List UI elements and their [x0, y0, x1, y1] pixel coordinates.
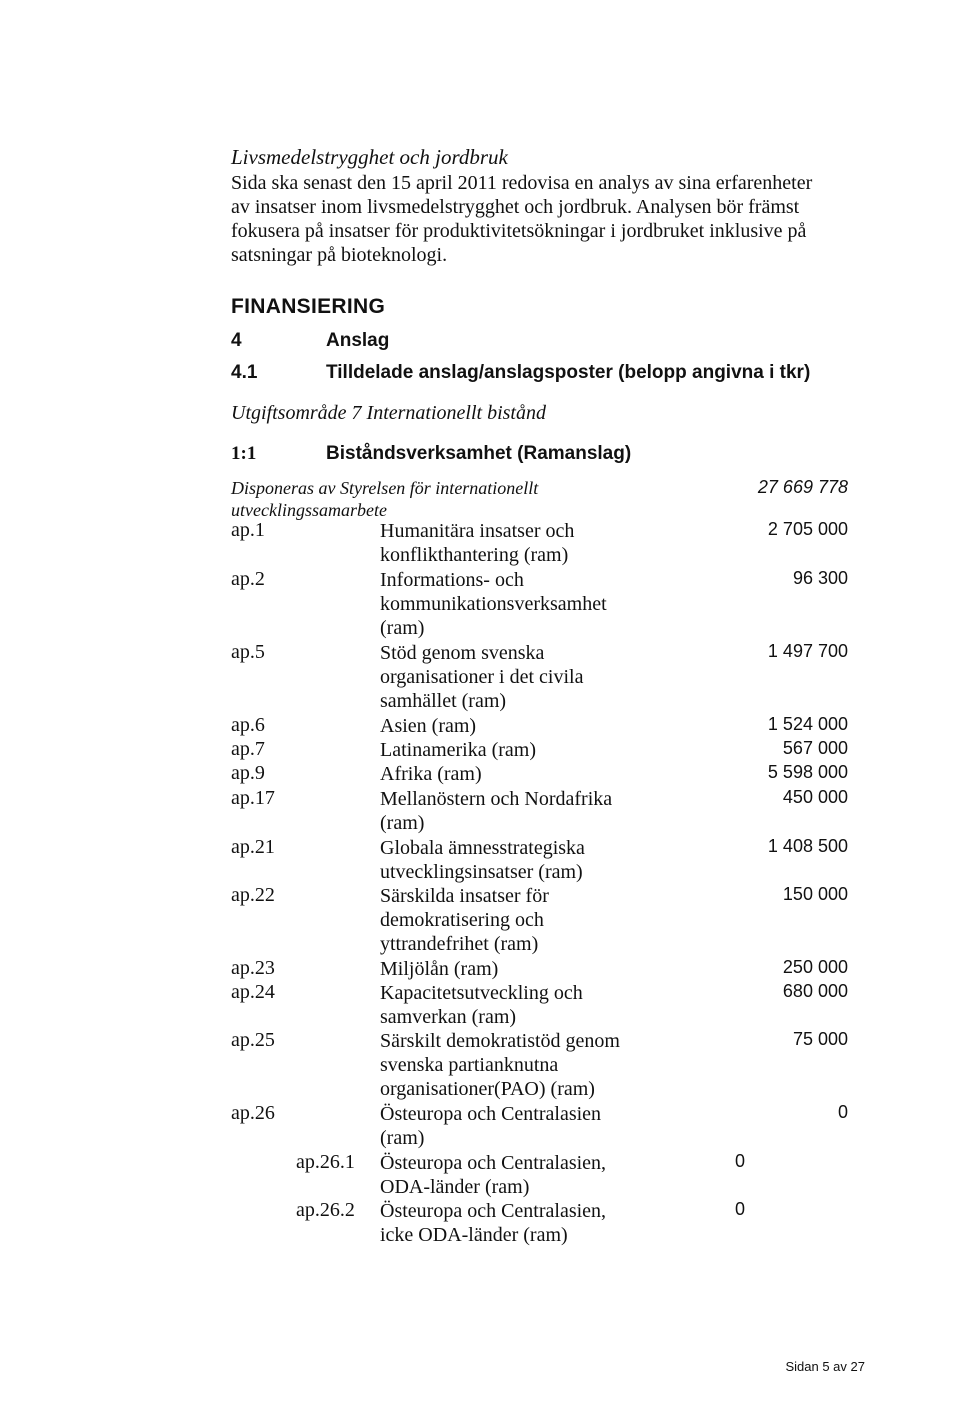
post-code: ap.7 — [231, 738, 265, 760]
post-amount: 450 000 — [782, 787, 848, 807]
section-4-1-title: Tilldelade anslag/anslagsposter (belopp angivna i tkr) — [326, 362, 811, 383]
subpost-description: Östeuropa och Centralasien, ODA-länder (ram) — [380, 1152, 607, 1198]
post-description: Miljölån (ram) — [380, 958, 499, 980]
post-amount: 2 705 000 — [767, 519, 848, 539]
subpost-amount: 0 — [735, 1151, 746, 1171]
post-amount: 0 — [837, 1102, 848, 1122]
post-code: ap.26 — [231, 1102, 275, 1124]
subpost-amount: 0 — [735, 1199, 746, 1219]
page-number: Sidan 5 av 27 — [785, 1359, 865, 1374]
post-description: Stöd genom svenska organisationer i det civila samhället (ram) — [380, 642, 584, 712]
subpost-description: Östeuropa och Centralasien, icke ODA-länder (ram) — [380, 1200, 607, 1246]
post-code: ap.9 — [231, 762, 265, 784]
post-code: ap.6 — [231, 714, 265, 736]
post-description: Mellanöstern och Nordafrika (ram) — [380, 788, 613, 834]
post-description: Latinamerika (ram) — [380, 739, 537, 761]
intro-line: av insatser inom livsmedelstrygghet och jordbruk. Analysen bör främst — [231, 196, 800, 218]
post-amount: 1 497 700 — [767, 641, 848, 661]
post-description: Afrika (ram) — [380, 763, 482, 785]
section-4-title: Anslag — [326, 330, 390, 351]
post-amount: 5 598 000 — [767, 762, 848, 782]
intro-line: Sida ska senast den 15 april 2011 redovisa en analys av sina erfarenheter — [231, 172, 813, 194]
post-description: Särskilt demokratistöd genom svenska partianknutna organisationer(PAO) (ram) — [380, 1030, 620, 1100]
disposer-line: utvecklingssamarbete — [231, 500, 387, 520]
post-amount: 150 000 — [782, 884, 848, 904]
post-code: ap.22 — [231, 884, 275, 906]
post-amount: 567 000 — [782, 738, 848, 758]
post-code: ap.1 — [231, 519, 265, 541]
section-heading: Livsmedelstrygghet och jordbruk — [231, 145, 508, 169]
intro-line: fokusera på insatser för produktivitetsökningar i jordbruket inklusive på — [231, 220, 807, 242]
expense-area: Utgiftsområde 7 Internationellt bistånd — [231, 402, 546, 424]
post-amount: 1 408 500 — [767, 836, 848, 856]
post-code: ap.5 — [231, 641, 265, 663]
subpost-code: ap.26.2 — [296, 1199, 355, 1221]
section-4-1-number: 4.1 — [231, 362, 258, 383]
post-amount: 250 000 — [782, 957, 848, 977]
section-1-1-number: 1:1 — [231, 443, 257, 464]
disposer-line: Disponeras av Styrelsen för internationellt — [231, 478, 539, 498]
subpost-code: ap.26.1 — [296, 1151, 355, 1173]
post-code: ap.2 — [231, 568, 265, 590]
post-amount: 680 000 — [782, 981, 848, 1001]
disposer-amount: 27 669 778 — [757, 477, 848, 497]
financing-title: FINANSIERING — [231, 295, 386, 318]
post-code: ap.17 — [231, 787, 275, 809]
intro-paragraph — [231, 171, 851, 267]
post-description: Informations- och kommunikationsverksamhet (ram) — [380, 569, 607, 639]
section-4-number: 4 — [231, 330, 242, 351]
post-code: ap.21 — [231, 836, 275, 858]
post-description: Asien (ram) — [380, 715, 477, 737]
post-amount: 75 000 — [792, 1029, 848, 1049]
post-description: Globala ämnesstrategiska utvecklingsinsatser (ram) — [380, 837, 585, 883]
post-amount: 96 300 — [792, 568, 848, 588]
post-code: ap.23 — [231, 957, 275, 979]
section-1-1-title: Biståndsverksamhet (Ramanslag) — [326, 443, 632, 464]
post-code: ap.24 — [231, 981, 275, 1003]
post-description: Särskilda insatser för demokratisering och yttrandefrihet (ram) — [380, 885, 549, 955]
post-description: Kapacitetsutveckling och samverkan (ram) — [380, 982, 583, 1028]
disposer-text — [231, 477, 538, 521]
post-description: Östeuropa och Centralasien (ram) — [380, 1103, 602, 1149]
intro-line: satsningar på bioteknologi. — [231, 244, 448, 266]
post-code: ap.25 — [231, 1029, 275, 1051]
post-description: Humanitära insatser och konflikthantering (ram) — [380, 520, 575, 566]
post-amount: 1 524 000 — [767, 714, 848, 734]
